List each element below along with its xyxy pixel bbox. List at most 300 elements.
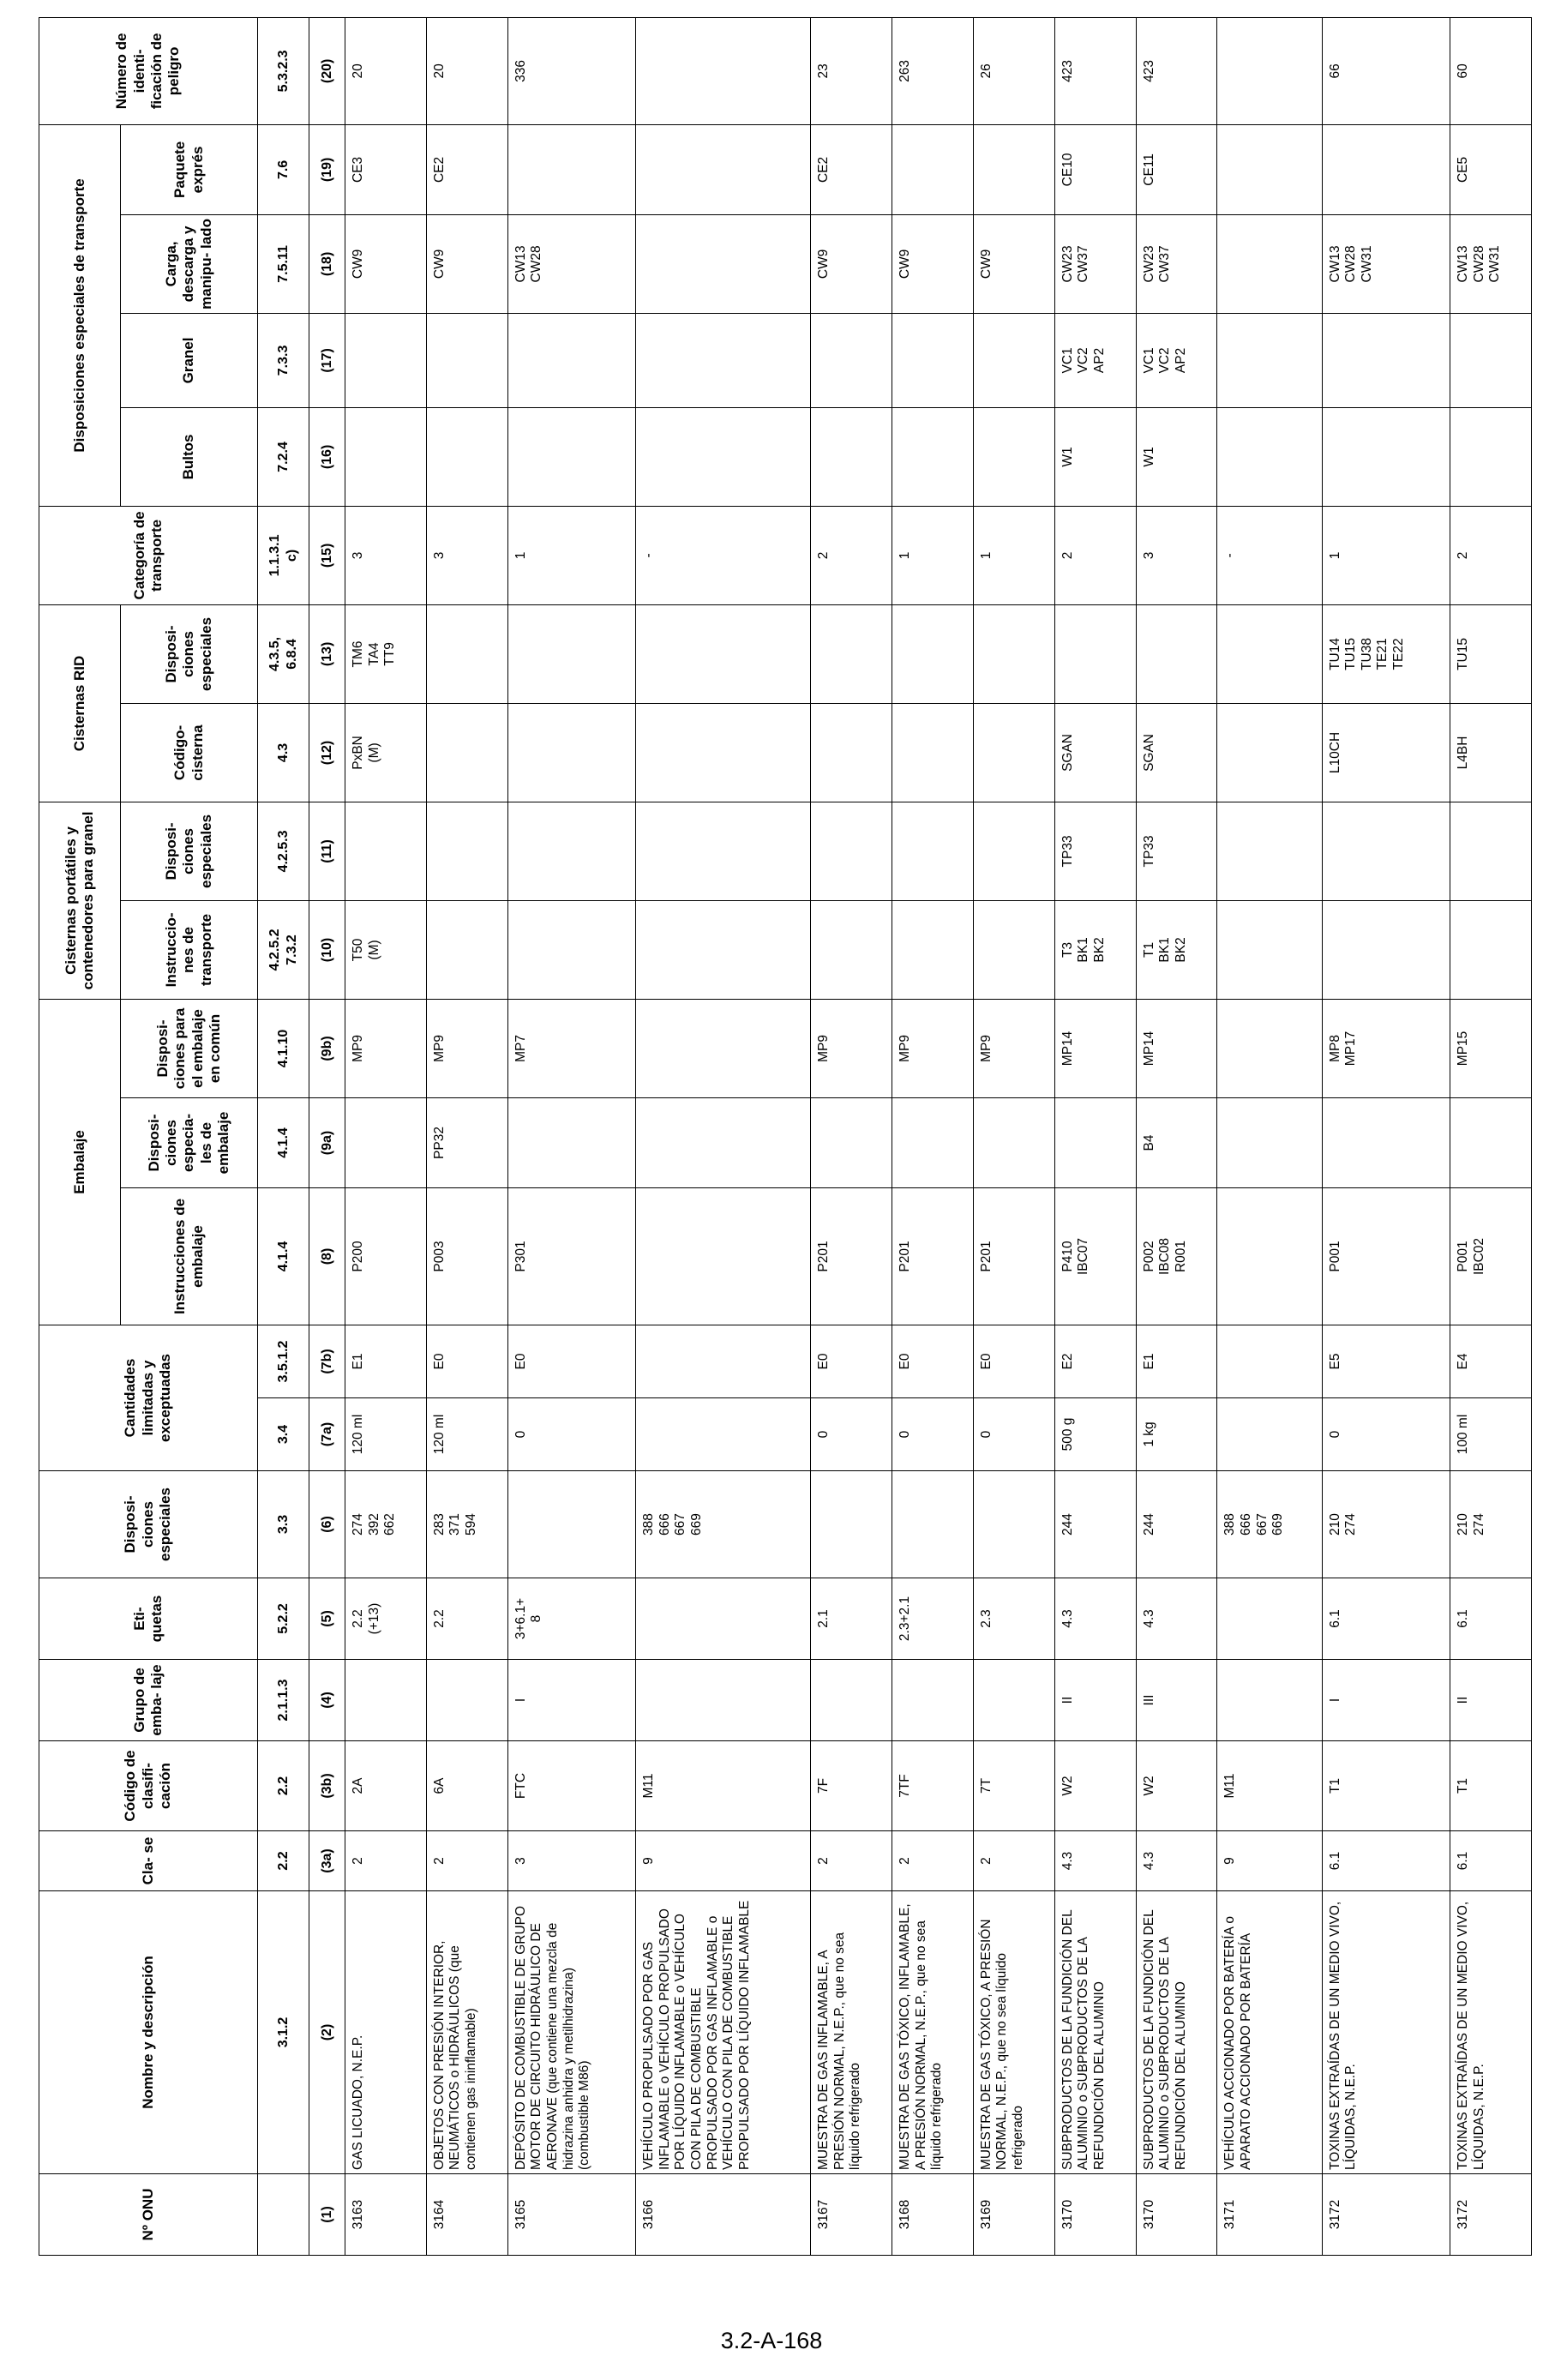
cell-cat: 1 bbox=[892, 506, 973, 604]
cell-pi bbox=[1217, 1187, 1322, 1325]
cell-sp: 210 274 bbox=[1450, 1471, 1531, 1578]
cell-spp bbox=[973, 1097, 1054, 1187]
cell-pti bbox=[1322, 900, 1450, 999]
cell-name: SUBPRODUCTOS DE LA FUNDICIÓN DEL ALUMINIO o SUBPRODUCTOS DE LA REFUNDICIÓN DEL ALUMINIO bbox=[1054, 1891, 1136, 2174]
cell-pts bbox=[1450, 802, 1531, 900]
cell-pti bbox=[1450, 900, 1531, 999]
cell-hin: 263 bbox=[892, 17, 973, 124]
cell-un: 3165 bbox=[507, 2174, 635, 2256]
cell-spp bbox=[811, 1097, 892, 1187]
cell-name: OBJETOS CON PRESIÓN INTERIOR, NEUMÁTICOS o HIDRÁULICOS (que contienen gas ininflamable) bbox=[426, 1891, 507, 2174]
cell-tank: L4BH bbox=[1450, 703, 1531, 802]
ref-cell: 4.3.5, 6.8.4 bbox=[258, 604, 309, 703]
cell-labels bbox=[636, 1578, 811, 1660]
cell-pts: TP33 bbox=[1136, 802, 1217, 900]
cell-hin bbox=[636, 17, 811, 124]
cell-spp: PP32 bbox=[426, 1097, 507, 1187]
cell-sp: 244 bbox=[1054, 1471, 1136, 1578]
cell-pkg bbox=[1450, 407, 1531, 506]
cell-labels: 2.2 bbox=[426, 1578, 507, 1660]
cell-pti bbox=[892, 900, 973, 999]
header-classification-code: Código de clasifi- cación bbox=[39, 1741, 258, 1831]
cell-un: 3170 bbox=[1054, 2174, 1136, 2256]
cell-lq: 1 kg bbox=[1136, 1398, 1217, 1471]
column-number: (3a) bbox=[309, 1831, 345, 1891]
header-pt-instructions: Instruccio- nes de transporte bbox=[121, 900, 258, 999]
ref-cell: 2.1.1.3 bbox=[258, 1660, 309, 1741]
header-packaging: Embalaje bbox=[39, 999, 121, 1325]
cell-mp: MP9 bbox=[892, 999, 973, 1097]
cell-pti bbox=[636, 900, 811, 999]
cell-pi: P201 bbox=[973, 1187, 1054, 1325]
cell-pg bbox=[426, 1660, 507, 1741]
table-row bbox=[811, 17, 892, 2255]
header-pt-special: Disposi- ciones especiales bbox=[121, 802, 258, 900]
cell-pg bbox=[973, 1660, 1054, 1741]
header-rid-tanks: Cisternas RID bbox=[39, 604, 121, 802]
cell-sp bbox=[973, 1471, 1054, 1578]
cell-tsp bbox=[892, 604, 973, 703]
cell-cat: 2 bbox=[1450, 506, 1531, 604]
cell-labels: 2.2 (+13) bbox=[345, 1578, 427, 1660]
cell-name: TOXINAS EXTRAÍDAS DE UN MEDIO VIVO, LÍQUIDAS, N.E.P. bbox=[1450, 1891, 1531, 2174]
cell-labels bbox=[1217, 1578, 1322, 1660]
cell-tank: L10CH bbox=[1322, 703, 1450, 802]
cell-mp: MP9 bbox=[811, 999, 892, 1097]
cell-code: T1 bbox=[1322, 1741, 1450, 1831]
cell-mp: MP7 bbox=[507, 999, 635, 1097]
ref-cell: 3.1.2 bbox=[258, 1891, 309, 2174]
cell-tsp: TU14 TU15 TU38 TE21 TE22 bbox=[1322, 604, 1450, 703]
header-packages: Bultos bbox=[121, 407, 258, 506]
cell-class: 3 bbox=[507, 1831, 635, 1891]
header-packing-group: Grupo de emba- laje bbox=[39, 1660, 258, 1741]
cell-pti bbox=[426, 900, 507, 999]
cell-cat: 2 bbox=[811, 506, 892, 604]
table-row bbox=[1217, 17, 1322, 2255]
cell-spp bbox=[636, 1097, 811, 1187]
column-number: (1) bbox=[309, 2174, 345, 2256]
cell-exp: CE2 bbox=[426, 124, 507, 214]
cell-hin bbox=[1217, 17, 1322, 124]
cell-hin: 20 bbox=[345, 17, 427, 124]
cell-pkg bbox=[636, 407, 811, 506]
cell-pg: II bbox=[1054, 1660, 1136, 1741]
rotated-page bbox=[39, 18, 1532, 2256]
cell-sp: 388 666 667 669 bbox=[636, 1471, 811, 1578]
cell-mp bbox=[1217, 999, 1322, 1097]
cell-pg: I bbox=[507, 1660, 635, 1741]
cell-code: FTC bbox=[507, 1741, 635, 1831]
header-packing-instructions: Instrucciones de embalaje bbox=[121, 1187, 258, 1325]
cell-lq: 0 bbox=[507, 1398, 635, 1471]
cell-exp bbox=[1322, 124, 1450, 214]
cell-pg bbox=[811, 1660, 892, 1741]
cell-mp: MP14 bbox=[1054, 999, 1136, 1097]
cell-name: DEPÓSITO DE COMBUSTIBLE DE GRUPO MOTOR DE CIRCUITO HIDRÁULICO DE AERONAVE (que contiene una mezcla de hidrazina anhidra y metilhidrazina) (combustible M86) bbox=[507, 1891, 635, 2174]
cell-tsp: TU15 bbox=[1450, 604, 1531, 703]
cell-mp: MP9 bbox=[426, 999, 507, 1097]
cell-spp bbox=[345, 1097, 427, 1187]
cell-tsp bbox=[1217, 604, 1322, 703]
cell-lq: 100 ml bbox=[1450, 1398, 1531, 1471]
ref-cell: 3.5.1.2 bbox=[258, 1325, 309, 1397]
header-loading: Carga, descarga y manipu- lado bbox=[121, 214, 258, 313]
cell-class: 2 bbox=[973, 1831, 1054, 1891]
column-number: (16) bbox=[309, 407, 345, 506]
cell-pi: P003 bbox=[426, 1187, 507, 1325]
cell-un: 3167 bbox=[811, 2174, 892, 2256]
header-class: Cla- se bbox=[39, 1831, 258, 1891]
cell-labels: 6.1 bbox=[1450, 1578, 1531, 1660]
cell-pts bbox=[973, 802, 1054, 900]
cell-spp bbox=[1450, 1097, 1531, 1187]
cell-tank bbox=[507, 703, 635, 802]
dangerous-goods-table bbox=[39, 17, 1532, 2256]
cell-bulk bbox=[507, 313, 635, 407]
table-row bbox=[507, 17, 635, 2255]
cell-lq: 500 g bbox=[1054, 1398, 1136, 1471]
cell-pts bbox=[811, 802, 892, 900]
cell-pkg: W1 bbox=[1054, 407, 1136, 506]
cell-spp bbox=[892, 1097, 973, 1187]
cell-pti: T50 (M) bbox=[345, 900, 427, 999]
table-row bbox=[1322, 17, 1450, 2255]
reference-row bbox=[258, 17, 309, 2255]
cell-lq: 120 ml bbox=[426, 1398, 507, 1471]
cell-pkg bbox=[892, 407, 973, 506]
cell-pg bbox=[636, 1660, 811, 1741]
cell-eq: E0 bbox=[973, 1325, 1054, 1397]
cell-class: 2 bbox=[426, 1831, 507, 1891]
ref-cell: 5.2.2 bbox=[258, 1578, 309, 1660]
cell-tank bbox=[892, 703, 973, 802]
ref-cell: 4.3 bbox=[258, 703, 309, 802]
column-number: (4) bbox=[309, 1660, 345, 1741]
column-number: (9b) bbox=[309, 999, 345, 1097]
cell-name: MUESTRA DE GAS INFLAMABLE, A PRESIÓN NORMAL, N.E.P., que no sea líquido refrigerado bbox=[811, 1891, 892, 2174]
column-number: (19) bbox=[309, 124, 345, 214]
cell-un: 3172 bbox=[1450, 2174, 1531, 2256]
cell-bulk bbox=[811, 313, 892, 407]
column-number: (12) bbox=[309, 703, 345, 802]
cell-class: 2 bbox=[811, 1831, 892, 1891]
cell-labels: 4.3 bbox=[1136, 1578, 1217, 1660]
cell-bulk bbox=[973, 313, 1054, 407]
cell-lq bbox=[636, 1398, 811, 1471]
cell-exp: CE10 bbox=[1054, 124, 1136, 214]
cell-tsp bbox=[811, 604, 892, 703]
cell-exp bbox=[973, 124, 1054, 214]
cell-tank: SGAN bbox=[1054, 703, 1136, 802]
cell-code: 7TF bbox=[892, 1741, 973, 1831]
cell-tsp bbox=[426, 604, 507, 703]
cell-load: CW13 CW28 CW31 bbox=[1450, 214, 1531, 313]
cell-bulk bbox=[892, 313, 973, 407]
cell-exp bbox=[1217, 124, 1322, 214]
cell-un: 3166 bbox=[636, 2174, 811, 2256]
cell-mp: MP9 bbox=[973, 999, 1054, 1097]
cell-hin: 66 bbox=[1322, 17, 1450, 124]
cell-class: 9 bbox=[636, 1831, 811, 1891]
cell-load: CW23 CW37 bbox=[1054, 214, 1136, 313]
cell-cat: - bbox=[636, 506, 811, 604]
cell-pts bbox=[426, 802, 507, 900]
ref-cell: 7.2.4 bbox=[258, 407, 309, 506]
cell-labels: 4.3 bbox=[1054, 1578, 1136, 1660]
cell-sp: 210 274 bbox=[1322, 1471, 1450, 1578]
column-number: (6) bbox=[309, 1471, 345, 1578]
cell-cat: 1 bbox=[507, 506, 635, 604]
cell-load: CW13 CW28 CW31 bbox=[1322, 214, 1450, 313]
cell-eq: E2 bbox=[1054, 1325, 1136, 1397]
column-number-row bbox=[309, 17, 345, 2255]
cell-eq: E0 bbox=[892, 1325, 973, 1397]
cell-mp: MP8 MP17 bbox=[1322, 999, 1450, 1097]
cell-sp: 283 371 594 bbox=[426, 1471, 507, 1578]
cell-pkg bbox=[811, 407, 892, 506]
cell-name: VEHÍCULO ACCIONADO POR BATERÍA o APARATO ACCIONADO POR BATERÍA bbox=[1217, 1891, 1322, 2174]
cell-pkg bbox=[1322, 407, 1450, 506]
cell-pti: T3 BK1 BK2 bbox=[1054, 900, 1136, 999]
cell-cat: 2 bbox=[1054, 506, 1136, 604]
cell-lq: 0 bbox=[892, 1398, 973, 1471]
column-number: (7b) bbox=[309, 1325, 345, 1397]
table-row bbox=[892, 17, 973, 2255]
header-name: Nombre y descripción bbox=[39, 1891, 258, 2174]
ref-cell: 7.6 bbox=[258, 124, 309, 214]
cell-name: SUBPRODUCTOS DE LA FUNDICIÓN DEL ALUMINIO o SUBPRODUCTOS DE LA REFUNDICIÓN DEL ALUMINIO bbox=[1136, 1891, 1217, 2174]
ref-cell: 4.2.5.3 bbox=[258, 802, 309, 900]
cell-un: 3170 bbox=[1136, 2174, 1217, 2256]
cell-pi: P200 bbox=[345, 1187, 427, 1325]
cell-sp bbox=[811, 1471, 892, 1578]
cell-mp bbox=[636, 999, 811, 1097]
cell-load: CW9 bbox=[892, 214, 973, 313]
cell-lq: 0 bbox=[973, 1398, 1054, 1471]
ref-cell: 2.2 bbox=[258, 1741, 309, 1831]
cell-bulk: VC1 VC2 AP2 bbox=[1054, 313, 1136, 407]
cell-un: 3169 bbox=[973, 2174, 1054, 2256]
cell-tsp bbox=[1136, 604, 1217, 703]
cell-load: CW9 bbox=[345, 214, 427, 313]
cell-load: CW9 bbox=[973, 214, 1054, 313]
cell-exp: CE2 bbox=[811, 124, 892, 214]
cell-load bbox=[1217, 214, 1322, 313]
header-special-transport: Disposiciones especiales de transporte bbox=[39, 124, 121, 506]
header-limited-excepted: Cantidades limitadas y exceptuadas bbox=[39, 1325, 258, 1470]
cell-pg: II bbox=[1450, 1660, 1531, 1741]
cell-bulk bbox=[426, 313, 507, 407]
cell-pts bbox=[345, 802, 427, 900]
ref-cell: 2.2 bbox=[258, 1831, 309, 1891]
cell-spp bbox=[1054, 1097, 1136, 1187]
cell-exp: CE11 bbox=[1136, 124, 1217, 214]
cell-pg bbox=[1217, 1660, 1322, 1741]
cell-exp: CE3 bbox=[345, 124, 427, 214]
header-special-provisions: Disposi- ciones especiales bbox=[39, 1471, 258, 1578]
cell-class: 4.3 bbox=[1136, 1831, 1217, 1891]
cell-pkg bbox=[1217, 407, 1322, 506]
ref-cell: 4.1.10 bbox=[258, 999, 309, 1097]
cell-eq: E0 bbox=[811, 1325, 892, 1397]
cell-cat: 1 bbox=[1322, 506, 1450, 604]
cell-eq: E1 bbox=[345, 1325, 427, 1397]
cell-load: CW23 CW37 bbox=[1136, 214, 1217, 313]
cell-tank bbox=[636, 703, 811, 802]
cell-hin: 23 bbox=[811, 17, 892, 124]
column-number: (9a) bbox=[309, 1097, 345, 1187]
table-row bbox=[973, 17, 1054, 2255]
cell-code: W2 bbox=[1054, 1741, 1136, 1831]
cell-sp bbox=[507, 1471, 635, 1578]
ref-cell: 3.4 bbox=[258, 1398, 309, 1471]
cell-un: 3172 bbox=[1322, 2174, 1450, 2256]
cell-pi: P201 bbox=[892, 1187, 973, 1325]
cell-code: M11 bbox=[1217, 1741, 1322, 1831]
cell-pti bbox=[507, 900, 635, 999]
cell-sp: 388 666 667 669 bbox=[1217, 1471, 1322, 1578]
cell-tank: SGAN bbox=[1136, 703, 1217, 802]
cell-pi: P001 IBC02 bbox=[1450, 1187, 1531, 1325]
cell-tsp bbox=[1054, 604, 1136, 703]
cell-code: T1 bbox=[1450, 1741, 1531, 1831]
cell-eq: E0 bbox=[426, 1325, 507, 1397]
cell-pts bbox=[636, 802, 811, 900]
cell-pti bbox=[973, 900, 1054, 999]
cell-hin: 26 bbox=[973, 17, 1054, 124]
cell-pts bbox=[1322, 802, 1450, 900]
header-hazard-id: Número de identi- ficación de peligro bbox=[39, 17, 258, 124]
cell-eq: E0 bbox=[507, 1325, 635, 1397]
column-number: (3b) bbox=[309, 1741, 345, 1831]
cell-bulk: VC1 VC2 AP2 bbox=[1136, 313, 1217, 407]
cell-tsp bbox=[507, 604, 635, 703]
cell-exp bbox=[507, 124, 635, 214]
cell-bulk bbox=[1450, 313, 1531, 407]
cell-load: CW13 CW28 bbox=[507, 214, 635, 313]
cell-eq: E4 bbox=[1450, 1325, 1531, 1397]
cell-load: CW9 bbox=[811, 214, 892, 313]
cell-spp bbox=[1322, 1097, 1450, 1187]
cell-pi bbox=[636, 1187, 811, 1325]
cell-class: 2 bbox=[892, 1831, 973, 1891]
cell-class: 4.3 bbox=[1054, 1831, 1136, 1891]
cell-eq: E1 bbox=[1136, 1325, 1217, 1397]
header-tank-code: Código- cisterna bbox=[121, 703, 258, 802]
page-number: 3.2-A-168 bbox=[720, 2328, 823, 2353]
column-number: (10) bbox=[309, 900, 345, 999]
cell-code: 7F bbox=[811, 1741, 892, 1831]
cell-pts bbox=[507, 802, 635, 900]
column-number: (13) bbox=[309, 604, 345, 703]
cell-pg bbox=[345, 1660, 427, 1741]
table-row bbox=[1136, 17, 1217, 2255]
cell-exp bbox=[636, 124, 811, 214]
cell-bulk bbox=[345, 313, 427, 407]
table-row bbox=[345, 17, 427, 2255]
cell-cat: 3 bbox=[426, 506, 507, 604]
column-number: (15) bbox=[309, 506, 345, 604]
ref-cell bbox=[258, 2174, 309, 2256]
ref-cell: 5.3.2.3 bbox=[258, 17, 309, 124]
cell-name: GAS LICUADO, N.E.P. bbox=[345, 1891, 427, 2174]
header-tank-special: Disposi- ciones especiales bbox=[121, 604, 258, 703]
cell-eq: E5 bbox=[1322, 1325, 1450, 1397]
cell-pti bbox=[1217, 900, 1322, 999]
cell-exp bbox=[892, 124, 973, 214]
cell-lq: 0 bbox=[811, 1398, 892, 1471]
cell-code: 6A bbox=[426, 1741, 507, 1831]
cell-name: MUESTRA DE GAS TÓXICO, A PRESIÓN NORMAL, N.E.P., que no sea líquido refrigerado bbox=[973, 1891, 1054, 2174]
cell-bulk bbox=[1217, 313, 1322, 407]
ref-cell: 7.3.3 bbox=[258, 313, 309, 407]
cell-pkg bbox=[507, 407, 635, 506]
header-mixed-packing: Disposi- ciones para el embalaje en común bbox=[121, 999, 258, 1097]
cell-bulk bbox=[1322, 313, 1450, 407]
cell-mp: MP9 bbox=[345, 999, 427, 1097]
cell-sp: 244 bbox=[1136, 1471, 1217, 1578]
cell-pi: P410 IBC07 bbox=[1054, 1187, 1136, 1325]
cell-pts bbox=[892, 802, 973, 900]
header-un-no: Nº ONU bbox=[39, 2174, 258, 2256]
cell-spp: B4 bbox=[1136, 1097, 1217, 1187]
column-number: (7a) bbox=[309, 1398, 345, 1471]
cell-class: 2 bbox=[345, 1831, 427, 1891]
cell-code: 2A bbox=[345, 1741, 427, 1831]
cell-name: MUESTRA DE GAS TÓXICO, INFLAMABLE, A PRESIÓN NORMAL, N.E.P., que no sea líquido refrigerado bbox=[892, 1891, 973, 2174]
cell-mp: MP14 bbox=[1136, 999, 1217, 1097]
cell-pkg bbox=[345, 407, 427, 506]
cell-name: TOXINAS EXTRAÍDAS DE UN MEDIO VIVO, LÍQUIDAS, N.E.P. bbox=[1322, 1891, 1450, 2174]
cell-tank bbox=[973, 703, 1054, 802]
cell-eq bbox=[636, 1325, 811, 1397]
cell-hin: 60 bbox=[1450, 17, 1531, 124]
cell-tank bbox=[1217, 703, 1322, 802]
cell-spp bbox=[507, 1097, 635, 1187]
cell-mp: MP15 bbox=[1450, 999, 1531, 1097]
cell-un: 3163 bbox=[345, 2174, 427, 2256]
column-number: (17) bbox=[309, 313, 345, 407]
ref-cell: 4.1.4 bbox=[258, 1187, 309, 1325]
cell-pi: P201 bbox=[811, 1187, 892, 1325]
cell-pi: P301 bbox=[507, 1187, 635, 1325]
cell-spp bbox=[1217, 1097, 1322, 1187]
table-row bbox=[1450, 17, 1531, 2255]
column-number: (20) bbox=[309, 17, 345, 124]
header-transport-category: Categoría de transporte bbox=[39, 506, 258, 604]
cell-hin: 423 bbox=[1054, 17, 1136, 124]
ref-cell: 4.1.4 bbox=[258, 1097, 309, 1187]
cell-pg bbox=[892, 1660, 973, 1741]
cell-cat: 1 bbox=[973, 506, 1054, 604]
cell-exp: CE5 bbox=[1450, 124, 1531, 214]
column-number: (5) bbox=[309, 1578, 345, 1660]
cell-sp: 274 392 662 bbox=[345, 1471, 427, 1578]
column-number: (18) bbox=[309, 214, 345, 313]
cell-load: CW9 bbox=[426, 214, 507, 313]
cell-un: 3164 bbox=[426, 2174, 507, 2256]
cell-pkg bbox=[973, 407, 1054, 506]
cell-lq: 0 bbox=[1322, 1398, 1450, 1471]
cell-pi: P002 IBC08 R001 bbox=[1136, 1187, 1217, 1325]
cell-load bbox=[636, 214, 811, 313]
cell-un: 3168 bbox=[892, 2174, 973, 2256]
cell-hin: 423 bbox=[1136, 17, 1217, 124]
cell-tsp bbox=[636, 604, 811, 703]
cell-pti bbox=[811, 900, 892, 999]
column-number: (8) bbox=[309, 1187, 345, 1325]
